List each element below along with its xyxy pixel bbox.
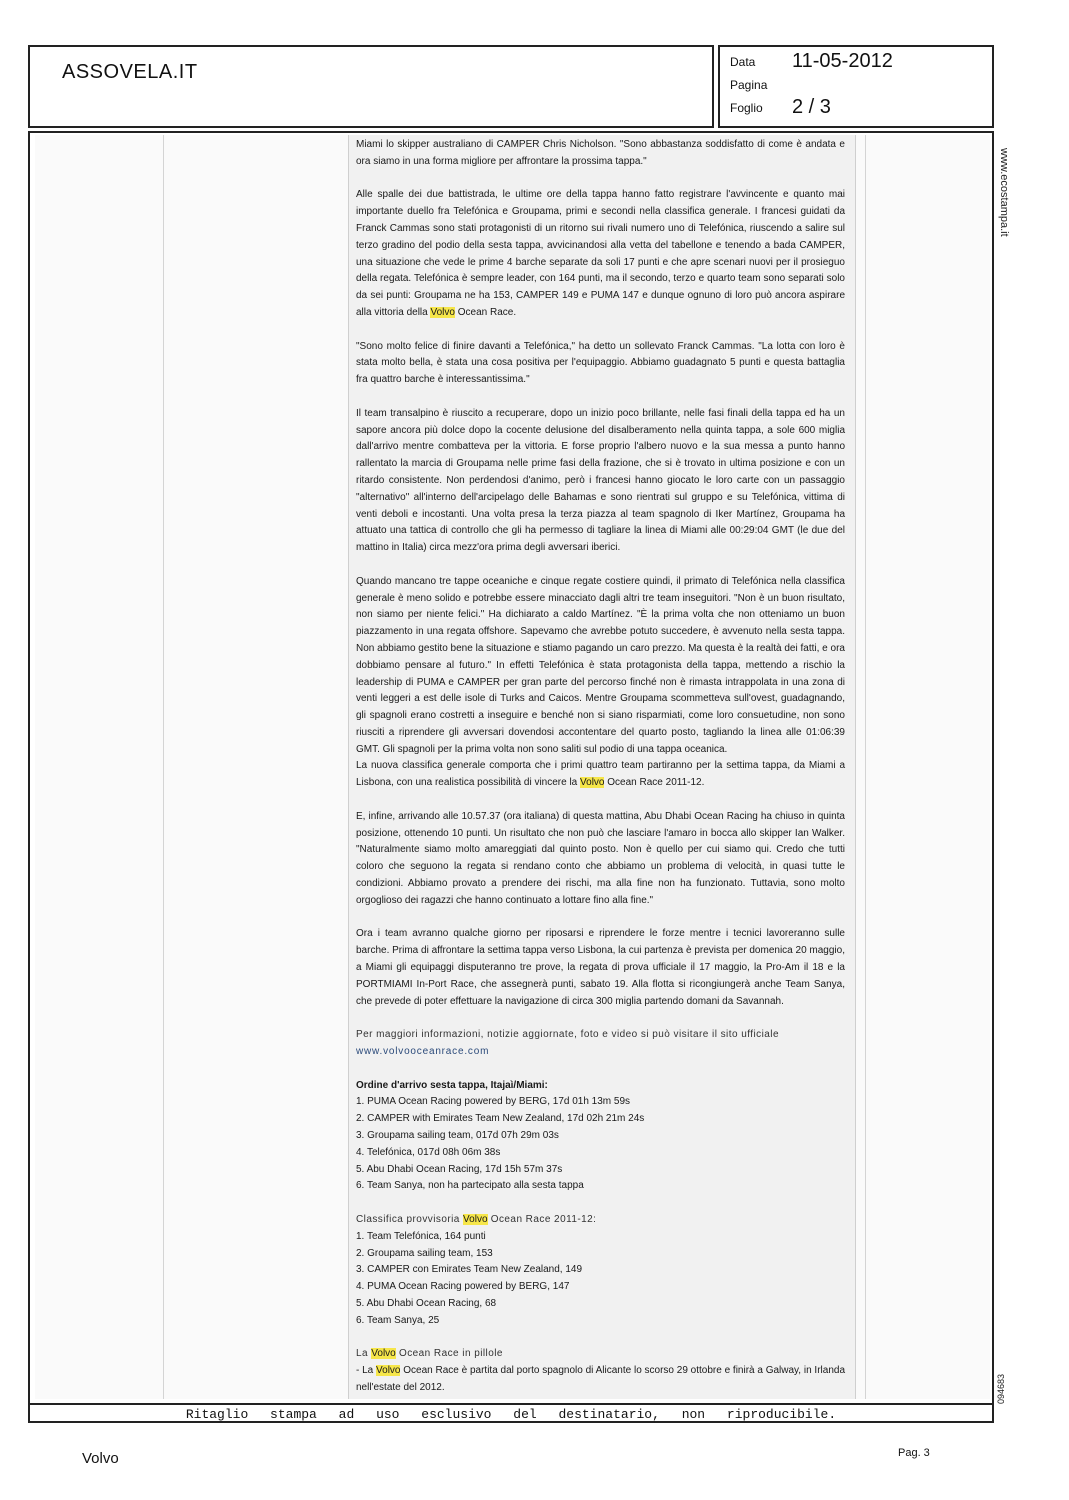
list-item: 6. Team Sanya, non ha partecipato alla sesta tappa xyxy=(356,1180,584,1192)
order-title: Ordine d'arrivo sesta tappa, Itajaì/Miami: xyxy=(356,1079,548,1091)
paragraph: Ora i team avranno qualche giorno per riposarsi e riprendere le forze mentre i tecnici lavoreranno sulle barche. Prima di affrontare la settima tappa verso Lisbona, la cui partenza è prevista per domenica 20 maggio, a Miami gli equipaggi disputeranno tre prove, la regata di prova ufficiale il 17 maggio, la Pro-Am il 18 e la PORTMIAMI In-Port Race, che assegnerà punti, sabato 19. Alla flotta si ricongiungerà anche Team Sanya, che prevede di poter effettuare la navigazione di circa 300 miglia partendo domani da Savannah. xyxy=(356,928,845,1007)
list-item: 2. CAMPER with Emirates Team New Zealand, 17d 02h 21m 24s xyxy=(356,1113,645,1125)
paragraph: "Sono molto felice di finire davanti a Telefónica," ha detto un sollevato Franck Cammas. "La lotta con loro è stata molto bella, è stata una cosa positiva per l'equipaggio. Abbiamo guadagnato 5 punti e questa battaglia fra quattro barche è interessantissima." xyxy=(356,340,845,386)
side-url: www.ecostampa.it xyxy=(998,148,1010,237)
list-item: 3. Groupama sailing team, 017d 07h 29m 03s xyxy=(356,1130,559,1142)
paragraph: E, infine, arrivando alle 10.57.37 (ora italiana) di questa mattina, Abu Dhabi Ocean Racing ha chiuso in quinta posizione, ottenendo 10 punti. Un risultato che non può che lasciare l'amaro in bocca allo skipper Ian Walker. "Naturalmente siamo molto amareggiati dal quinto posto. Non è quello per cui siamo qui. Credo che tutti coloro che seguono la regata si rendano conto che abbiamo un problema di velocità, in quasi tutte le condizioni. Abbiamo provato a prendere dei rischi, ma alla fine non ha funzionato. Tuttavia, sono molto orgoglioso dei ragazzi che hanno continuato a lottare fino alla fine." xyxy=(356,810,845,906)
official-site-link[interactable]: www.volvooceanrace.com xyxy=(356,1046,490,1058)
highlight-volvo: Volvo xyxy=(580,777,605,789)
order-list xyxy=(356,1094,845,1195)
page-number: Pag. 3 xyxy=(898,1447,930,1459)
reproduction-notice: Ritaglio stampa ad uso esclusivo del destinatario, non riproducibile. xyxy=(30,1403,992,1425)
paragraph: Miami lo skipper australiano di CAMPER Chris Nicholson. "Sono abbastanza soddisfatto di come è andata e ora siamo in una forma migliore per affrontare la prossima tappa." xyxy=(356,139,845,167)
list-item: 1. Team Telefónica, 164 punti xyxy=(356,1230,486,1242)
side-code: 094683 xyxy=(996,1373,1006,1404)
sheet-label: Foglio xyxy=(730,101,763,115)
highlight-volvo: Volvo xyxy=(463,1214,488,1225)
pillole-item: - La Volvo Ocean Race è partita dal porto spagnolo di Alicante lo scorso 29 ottobre e finirà a Galway, in Irlanda nell'estate del 2012. xyxy=(356,1365,846,1393)
paragraph: Il team transalpino è riuscito a recuperare, dopo un inizio poco brillante, nelle fasi finali della tappa ed ha un sapore ancora più dolce dopo la cocente delusione del disalberamento nella quinta tappa, a sole 600 miglia dall'arrivo mentre combatteva per la vittoria. E forse proprio l'albero nuovo e la sua messa a punto hanno rallentato la marcia di Groupama nelle prime fasi della frazione, che si è trovato in ultima posizione e con un ritardo consistente. Non perdendosi d'animo, però i francesi hanno giocato le loro carte con un passaggio "alternativo" all'interno dell'arcipelago delle Bahamas e sono rientrati sul gruppo e su Telefónica, vittima di venti deboli e incostanti. Una volta presa la terza piazza al team spagnolo di Iker Martínez, Groupama ha attuato una tattica di controllo che gli ha permesso di tagliare la linea di Miami alle 00:29:04 GMT (le due del mattino in Italia) circa mezz'ora prima degli avversari iberici. xyxy=(356,407,845,554)
topic-tag: Volvo xyxy=(82,1450,119,1467)
paragraph: La nuova classifica generale comporta che i primi quattro team partiranno per la settima tappa, da Miami a Lisbona, con una realistica possibilità di vincere la Volvo Ocean Race 2011-12. xyxy=(356,760,845,789)
classifica-title: Classifica provvisoria Volvo Ocean Race 2011-12: xyxy=(356,1214,597,1225)
list-item: 4. PUMA Ocean Racing powered by BERG, 147 xyxy=(356,1281,570,1293)
sheet-value: 2 / 3 xyxy=(792,96,831,118)
publication-name: ASSOVELA.IT xyxy=(62,61,198,83)
clipping-frame xyxy=(28,131,994,1423)
highlight-volvo: Volvo xyxy=(430,306,455,318)
list-item: 2. Groupama sailing team, 153 xyxy=(356,1247,493,1259)
header-meta-box xyxy=(718,45,994,128)
pillole-title: La Volvo Ocean Race in pillole xyxy=(356,1348,503,1360)
highlight-volvo: Volvo xyxy=(376,1365,401,1377)
header-publication-box xyxy=(28,45,714,128)
page-label: Pagina xyxy=(730,78,768,92)
paragraph: Alle spalle dei due battistrada, le ultime ore della tappa hanno fatto registrare l'avvincente e quanto mai importante duello fra Telefónica e Groupama, primi e secondi nella classifica generale. I francesi guidati da Franck Cammas sono stati protagonisti di un ritorno sui rivali numero uno di Telefónica, riuscendo a salire sul terzo gradino del podio della sesta tappa, avvicinandosi alla vetta del tabellone e tenendo a bada CAMPER, una situazione che vede le prime 4 barche separate da soli 17 punti e che apre scenari nuovi per il prosieguo della regata. Telefónica è sempre leader, con 164 punti, ma il secondo, terzo e quarto team sono separati solo da sei punti: Groupama ne ha 153, CAMPER 149 e PUMA 147 e dunque ognuno di loro può ancora aspirare alla vittoria della Volvo Ocean Race. xyxy=(356,189,845,318)
side-code-box xyxy=(996,1366,1010,1406)
list-item: 6. Team Sanya, 25 xyxy=(356,1314,440,1326)
side-url-box xyxy=(996,148,1012,258)
column-divider xyxy=(865,135,866,1399)
list-item: 3. CAMPER con Emirates Team New Zealand, 149 xyxy=(356,1264,583,1276)
info-line: Per maggiori informazioni, notizie aggiornate, foto e video si può visitare il sito ufficiale xyxy=(356,1029,779,1041)
info-paragraph xyxy=(356,1027,845,1061)
classifica-list xyxy=(356,1229,845,1330)
highlight-volvo: Volvo xyxy=(371,1348,396,1360)
list-item: 5. Abu Dhabi Ocean Racing, 17d 15h 57m 37s xyxy=(356,1163,563,1175)
list-item: 5. Abu Dhabi Ocean Racing, 68 xyxy=(356,1297,497,1309)
column-divider xyxy=(163,135,164,1399)
date-value: 11-05-2012 xyxy=(792,50,893,72)
article-text xyxy=(356,137,845,1397)
date-label: Data xyxy=(730,55,756,69)
list-item: 4. Telefónica, 017d 08h 06m 38s xyxy=(356,1146,501,1158)
list-item: 1. PUMA Ocean Racing powered by BERG, 17d 01h 13m 59s xyxy=(356,1096,631,1108)
paragraph: Quando mancano tre tappe oceaniche e cinque regate costiere quindi, il primato di Telefónica nella classifica generale è meno solido e potrebbe essere minacciato dagli altri tre team inseguitori. "Non è un buon risultato, non siamo per niente felici." Ha dichiarato a caldo Martínez. "È la prima volta che non otteniamo un buon piazzamento in una regata offshore. Sapevamo che avrebbe potuto succedere, è avvenuto nella sesta tappa. Non abbiamo gestito bene la situazione e stiamo pagando un caro prezzo. Ma questa è la realtà dei fatti, e ora dobbiamo pensare al futuro." In effetti Telefónica è stata protagonista della tappa, mettendo a rischio la leadership di PUMA e CAMPER per gran parte del percorso finché non è rimasta intrappolata in una zona di venti leggeri a est delle isole di Turks and Caicos. Mentre Groupama scommetteva sull'ovest, guadagnando, gli spagnoli erano costretti a inseguire e benché non si siano risparmiati, come loro consuetudine, non sono riusciti a riprendere gli avversari dovendosi accontentare del quarto posto, tagliando la linea alle 01:06:39 GMT. Gli spagnoli per la prima volta non sono saliti sul podio di una tappa oceanica. xyxy=(356,575,845,755)
